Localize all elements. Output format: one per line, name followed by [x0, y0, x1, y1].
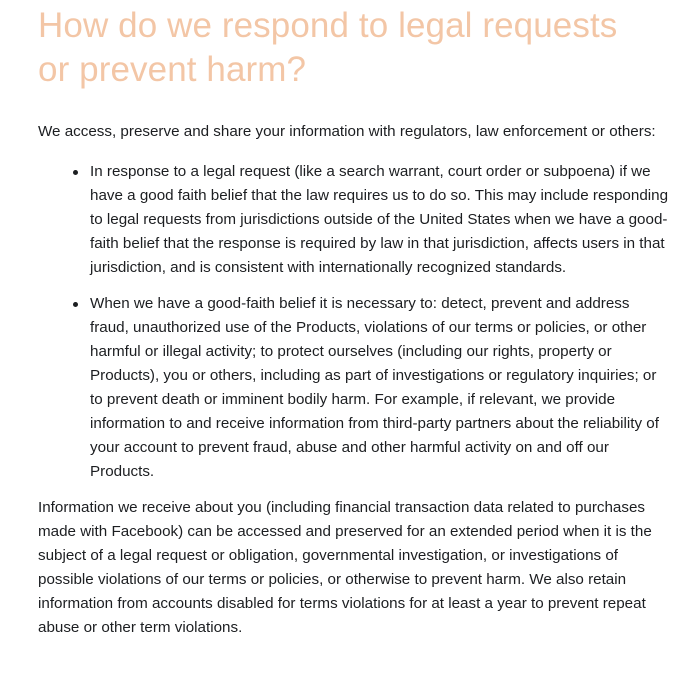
section-heading: How do we respond to legal requests or prevent harm? [38, 6, 618, 89]
list-item-text: When we have a good-faith belief it is necessary to: detect, prevent and address fraud, unauthorized use of the Products, violations of our terms or policies, or other harmful or illegal activity; to protect ourselves (including our rights, property or Products), you or others, including as part of investigations or regulatory inquiries; or to prevent death or imminent bodily harm. For example, if relevant, we provide information to and receive information from third-party partners about the reliability of your account to prevent fraud, abuse and other harmful activity on and off our Products. [90, 295, 659, 480]
bullet-dot-icon [73, 170, 78, 175]
list-item [90, 292, 670, 484]
list-item-text: In response to a legal request (like a search warrant, court order or subpoena) if we have a good faith belief that the law requires us to do so. This may include responding to legal requests from jurisdictions outside of the United States when we have a good-faith belief that the response is required by law in that jurisdiction, affects users in that jurisdiction, and is consistent with internationally recognized standards. [90, 163, 669, 276]
intro-paragraph: We access, preserve and share your information with regulators, law enforcement or others: [38, 123, 656, 140]
list-item [90, 160, 670, 280]
legal-request-list [38, 160, 671, 484]
closing-paragraph: Information we receive about you (including financial transaction data related to purchases made with Facebook) can be accessed and preserved for an extended period when it is the subject of a legal request or obligation, governmental investigation, or investigations of possible violations of our terms or policies, or otherwise to prevent harm. We also retain information from accounts disabled for terms violations for at least a year to prevent repeat abuse or other term violations. [38, 499, 652, 636]
bullet-dot-icon [73, 302, 78, 307]
